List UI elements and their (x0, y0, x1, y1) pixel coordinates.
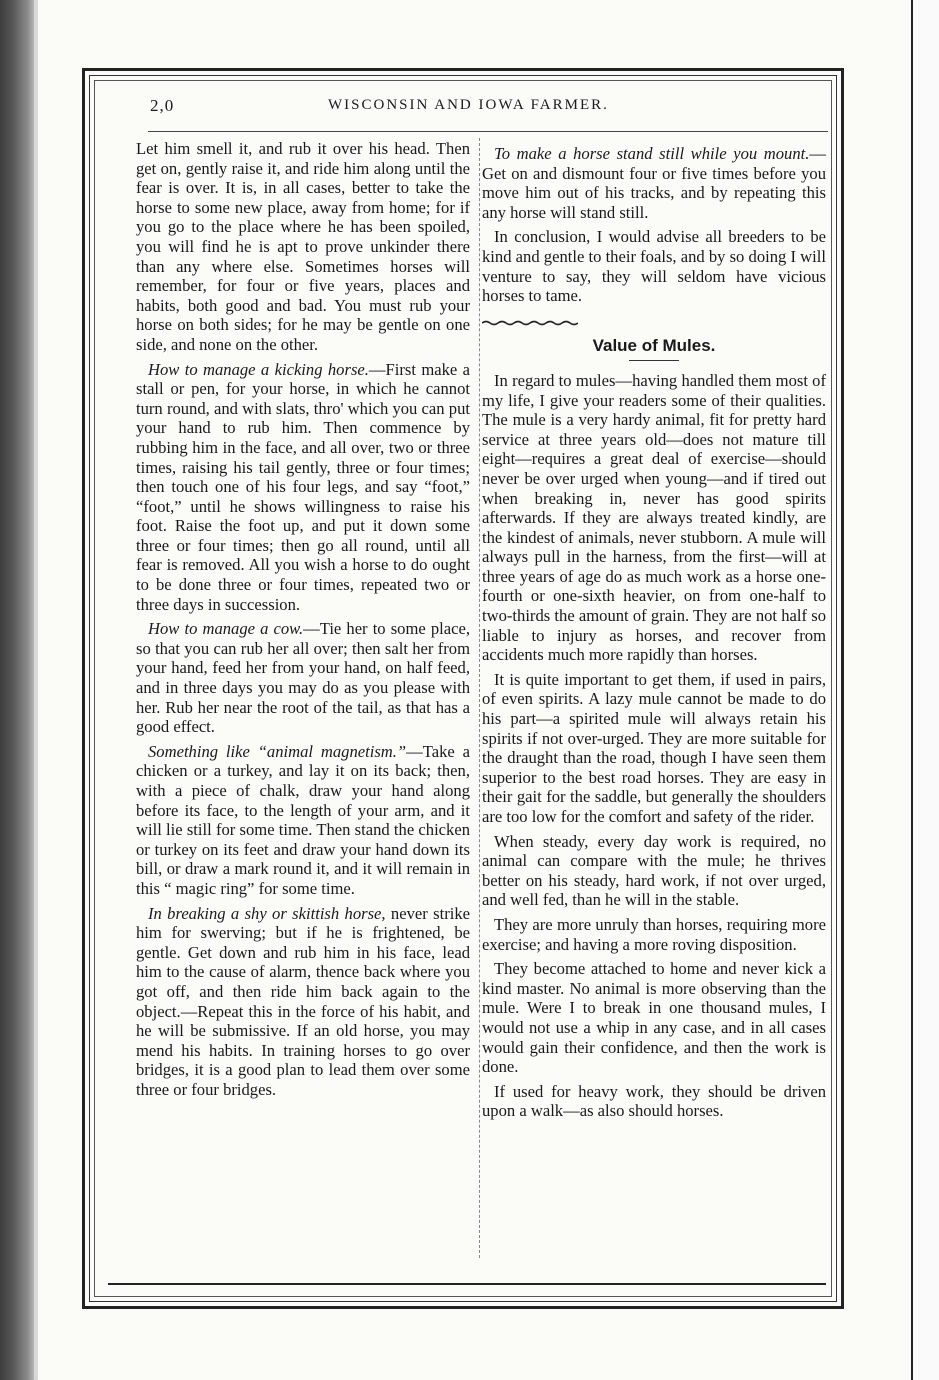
right-column (482, 144, 826, 1126)
paragraph-animal-magnetism: Something like “animal magnetism.”—Take a chicken or a turkey, and lay it on its back; then, with a piece of chalk, draw your hand along before its face, to the length of your arm, and it will lie still for some time. Then stand the chicken or turkey on its feet and draw your hand down its bill, or draw a mark round it, and it will remain in this “ magic ring” for some time. (136, 741, 470, 898)
paragraph-lead: Something like “animal magnetism.” (148, 741, 407, 761)
paragraph-lead: How to manage a cow. (148, 619, 304, 639)
paragraph: It is quite important to get them, if used in pairs, of even spirits. A lazy mule cannot be made to do his part—a spirited mule will always retain his spirits if not over-urged. They are more suitable for the draught than the road, though I have seen them superior to the best road horses. They are easy in their gait for the saddle, but generally the shoulders are too low for the comfort and safety of the rider. (482, 669, 826, 826)
paragraph-skittish-horse: In breaking a shy or skittish horse, never strike him for swerving; but if he is frightened, be gentle. Get down and rub him in his face, lead him to the cause of alarm, thence back where you got off, and then ride him back again to the object.—Repeat this in the force of his habit, and he will be submissive. If an old horse, you may mend his habits. In training horses to go over bridges, it is a good plan to lead them over some three or four bridges. (136, 903, 470, 1099)
page-header (150, 96, 830, 120)
running-title: WISCONSIN AND IOWA FARMER. (328, 97, 609, 113)
section-title: Value of Mules. (592, 336, 716, 356)
paragraph: If used for heavy work, they should be driven upon a walk—as also should horses. (482, 1081, 826, 1121)
next-page-edge (911, 0, 939, 1380)
ornamental-rule (482, 320, 578, 326)
book-spine (0, 0, 34, 1380)
paragraph: They become attached to home and never kick a kind master. No animal is more observing than the mule. Were I to break in one thousand mules, I would not use a whip in any case, and in all cases would gain their confidence, and then the work is done. (482, 959, 826, 1077)
left-column (136, 139, 470, 1105)
bottom-rule (108, 1283, 826, 1285)
paragraph-manage-cow: How to manage a cow.—Tie her to some place, so that you can rub her all over; then salt her from your hand, feed her from your hand, on half feed, and in three days you may do as you please with her. Rub her near the root of the tail, as that has a good effect. (136, 619, 470, 737)
paragraph-kicking-horse: How to manage a kicking horse.—First make a stall or pen, for your horse, in which he cannot turn round, and with slats, thro' which you can put your hand to rub him. Then commence by rubbing him in the face, and all over, two or three times, raising his tail gently, three or four times; then touch one of his four legs, and say “foot,” “foot,” until he shows willingness to raise his foot. Raise the foot up, and put it down some three or four times; then go all round, until all fear is removed. All you wish a horse to do ought to be done three or four times, repeated two or three days in succession. (136, 359, 471, 614)
paragraph: Let him smell it, and rub it over his head. Then get on, gently raise it, and ride him along until the fear is over. It is, in all cases, better to take the horse to some new place, away from home; for if you go to the place where he has been spoiled, you will find he is apt to prove unkinder there than any where else. Sometimes horses will remember, for four or five years, places and habits, both good and bad. You must rub your horse on both sides; for he may be gentle on one side, and none on the other. (136, 139, 470, 354)
paragraph-lead: How to manage a kicking horse. (148, 359, 369, 379)
paragraph: They are more unruly than horses, requiring more exercise; and having a more roving disposition. (482, 914, 826, 954)
paragraph: When steady, every day work is required, no animal can compare with the mule; he thrives better on his steady, hard work, if not over urged, and well fed, than he will in the stable. (482, 831, 826, 910)
column-divider (479, 138, 480, 1258)
page-number: 2,0 (150, 96, 175, 115)
paragraph-lead: In breaking a shy or skittish horse, (148, 903, 386, 923)
paragraph-conclusion: In conclusion, I would advise all breeders to be kind and gentle to their foals, and by so doing I will venture to say, they will seldom have vicious horses to tame. (482, 227, 826, 306)
header-rule (148, 131, 828, 132)
title-rule (629, 360, 679, 361)
paragraph-stand-still: To make a horse stand still while you mount.—Get on and dismount four or five times before you move him out of his tracks, and by repeating this any horse will stand still. (482, 144, 826, 222)
paragraph: In regard to mules—having handled them most of my life, I give your readers some of their qualities. The mule is a very hardy animal, fit for pretty hard service at three years old—does not mature till eight—requires a great deal of exercise—should never be over urged when young—and if tired out when breaking in, never has good spirits afterwards. If they are always treated kindly, are the kindest of animals, never stubborn. A mule will always pull in the harness, from the first—will at three years of age do as much work as a horse one-fourth or one-sixth heavier, on from one-half to two-thirds the amount of grain. They are not half so liable to injury as horses, and recover from accidents much more rapidly than horses. (482, 370, 826, 665)
paragraph-lead: To make a horse stand still while you mount. (494, 144, 810, 163)
